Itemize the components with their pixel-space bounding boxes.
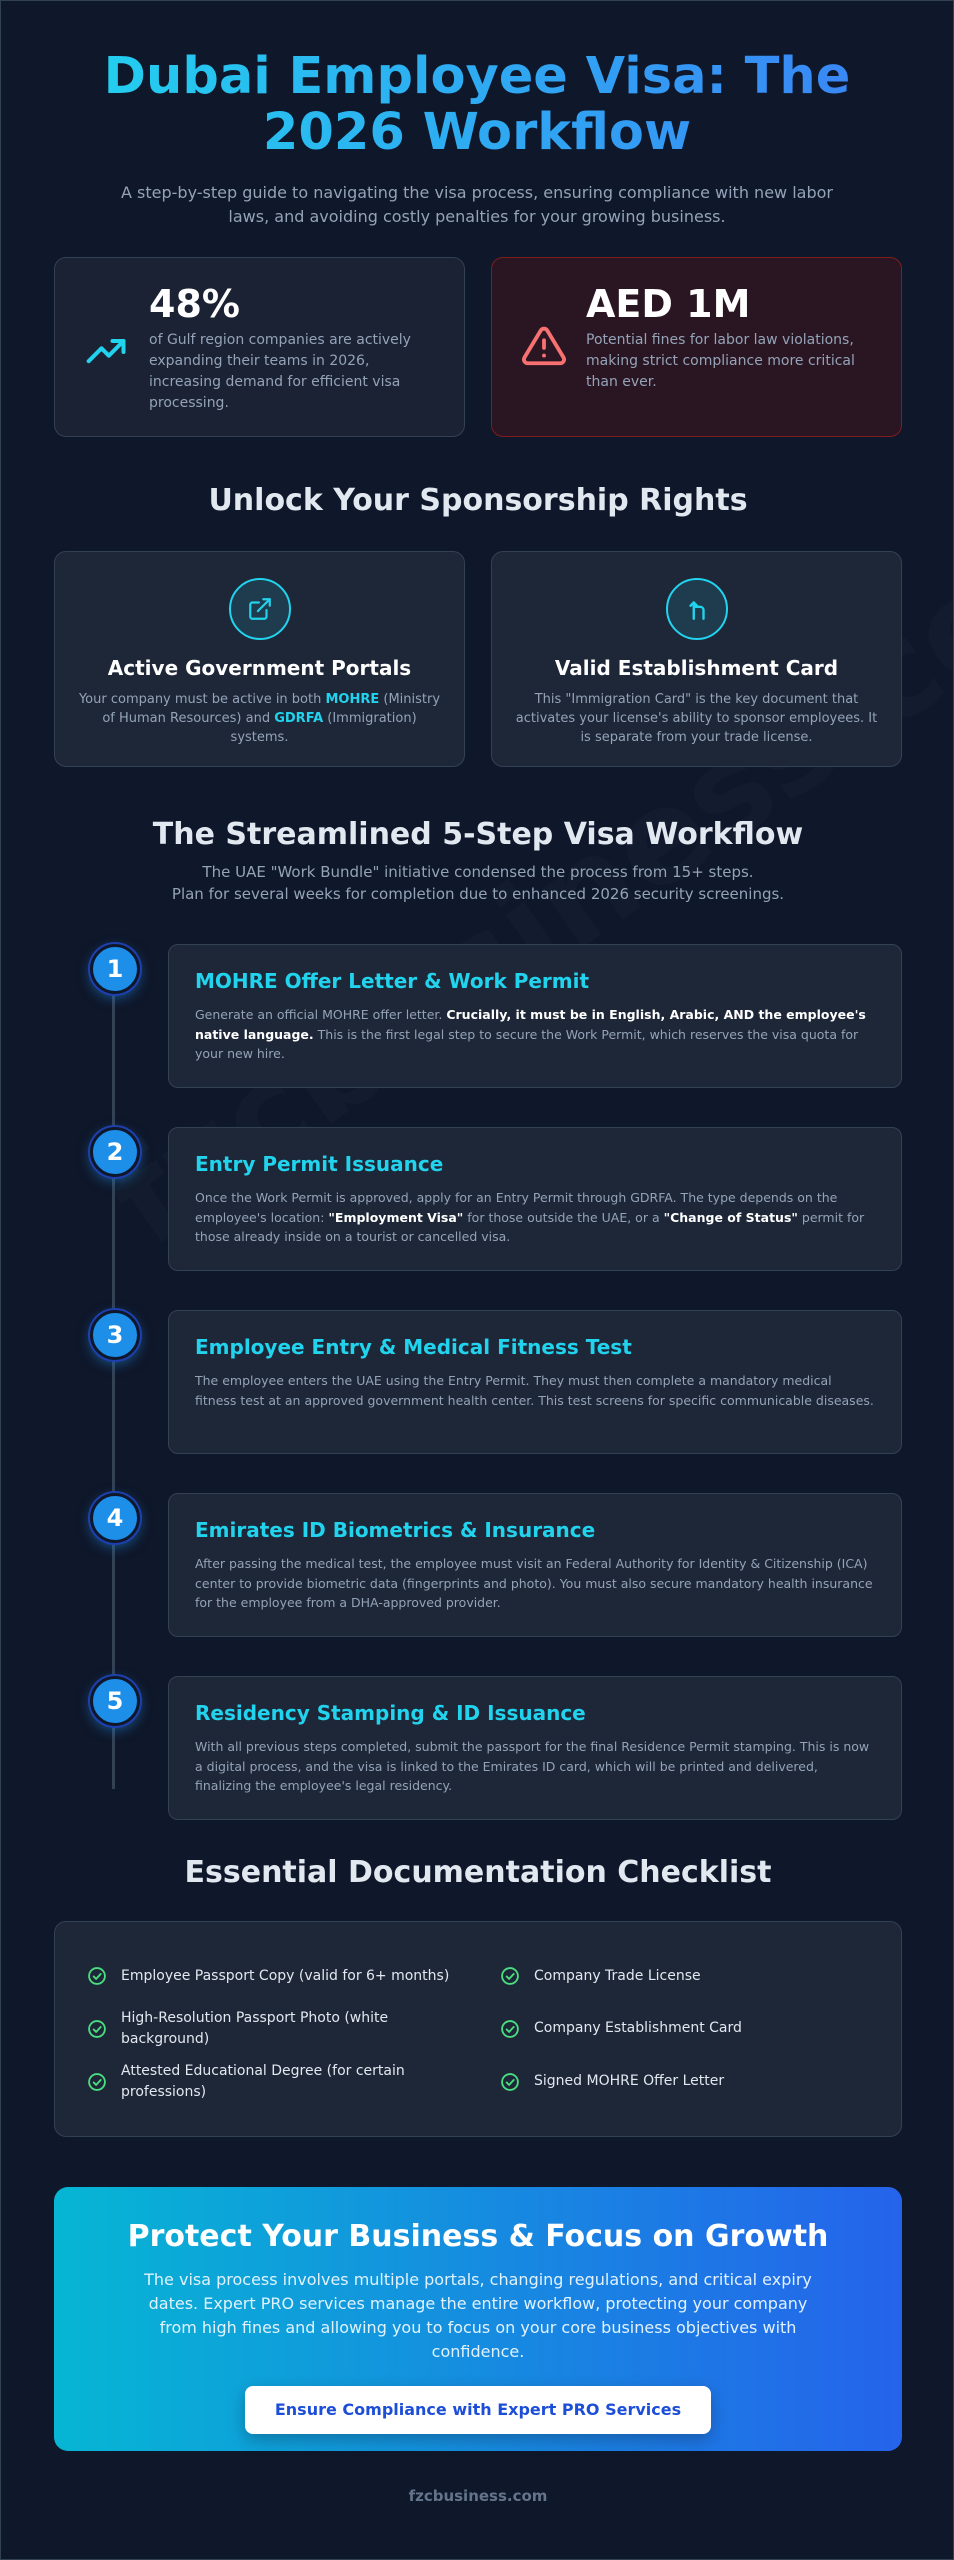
- warning-icon: [520, 322, 568, 370]
- check-circle-icon: [500, 1966, 520, 1986]
- sponsorship-title: Unlock Your Sponsorship Rights: [208, 483, 748, 518]
- check-circle-icon: [87, 2019, 107, 2039]
- card-text: Your company must be active in both MOHRE (Ministry of Human Resources) and GDRFA (Immigration) systems.: [78, 692, 441, 745]
- stat-value: 48%: [149, 282, 240, 326]
- step-number-badge: 3: [90, 1310, 140, 1360]
- stat-body: [586, 282, 873, 393]
- checklist-item-label: High-Resolution Passport Photo (white background): [121, 2009, 389, 2047]
- stat-card-fines: [491, 257, 902, 437]
- trending-up-icon: [83, 328, 131, 376]
- step-title: MOHRE Offer Letter & Work Permit: [195, 969, 590, 993]
- page-subtitle: A step-by-step guide to navigating the visa process, ensuring compliance with new labor laws, and avoiding costly penalties for your growing business.: [121, 183, 833, 227]
- step-number-badge: 2: [90, 1127, 140, 1177]
- checklist-item-label: Attested Educational Degree (for certain professions): [121, 2062, 405, 2100]
- step-card: [168, 1493, 902, 1637]
- step-number-badge: 5: [90, 1676, 140, 1726]
- checklist-item: [87, 2003, 456, 2056]
- pro-services-button[interactable]: Ensure Compliance with Expert PRO Services: [245, 2386, 711, 2434]
- step-title: Entry Permit Issuance: [195, 1152, 444, 1176]
- timeline-line: [112, 967, 115, 1789]
- step-text: Once the Work Permit is approved, apply for an Entry Permit through GDRFA. The type depends on the employee's location: "Employment Visa" for those outside the UAE, or a "Change of Status" permit for those already inside on a tourist or cancelled visa.: [195, 1190, 865, 1244]
- card-title: Active Government Portals: [107, 656, 412, 680]
- step-title: Emirates ID Biometrics & Insurance: [195, 1518, 596, 1542]
- highlight-mohre: MOHRE: [325, 692, 380, 707]
- check-circle-icon: [87, 1966, 107, 1986]
- step-text: After passing the medical test, the employee must visit an Federal Authority for Identity & Citizenship (ICA) center to provide biometric data (fingerprints and photo). You must also secure mandatory health insurance for the employee from a DHA-approved provider.: [195, 1556, 873, 1610]
- check-circle-icon: [500, 2019, 520, 2039]
- step-card: [168, 1676, 902, 1820]
- step-text: Generate an official MOHRE offer letter. Crucially, it must be in English, Arabic, AND the employee's native language. This is the first legal step to secure the Work Permit, which reserves the visa quota for your new hire.: [195, 1007, 866, 1061]
- page-title: Dubai Employee Visa: The 2026 Workflow: [47, 49, 907, 161]
- workflow-subtitle: [1, 861, 954, 905]
- checklist-item-label: Company Establishment Card: [534, 2020, 742, 2037]
- check-circle-icon: [500, 2072, 520, 2092]
- checklist-item-label: Company Trade License: [534, 1967, 701, 1984]
- step-text: The employee enters the UAE using the Entry Permit. They must then complete a mandatory medical fitness test at an approved government health center. This test screens for specific communicable diseases.: [195, 1373, 874, 1408]
- highlight-gdrfa: GDRFA: [274, 711, 324, 726]
- step-card: [168, 944, 902, 1088]
- checklist-item-label: Signed MOHRE Offer Letter: [534, 2073, 725, 2090]
- card-title: Valid Establishment Card: [554, 656, 839, 680]
- checklist-item: [87, 1950, 456, 2003]
- checklist-item-label: Employee Passport Copy (valid for 6+ months): [121, 1967, 450, 1984]
- checklist-title: Essential Documentation Checklist: [184, 1855, 772, 1890]
- cta-text: The visa process involves multiple portals, changing regulations, and critical expiry dates. Expert PRO services manage the entire workflow, protecting your company from high fines and allowing you to focus on your core business objectives with confidence.: [144, 2270, 812, 2361]
- step-card: [168, 1310, 902, 1454]
- step-title: Residency Stamping & ID Issuance: [195, 1701, 586, 1725]
- checklist-item: [500, 2003, 869, 2056]
- stat-card-growth: [54, 257, 465, 437]
- id-card-icon: [666, 578, 728, 640]
- stat-body: [149, 282, 436, 414]
- hero: [1, 1, 953, 229]
- checklist-item: [500, 1950, 869, 2003]
- card-establishment-card: [491, 551, 902, 767]
- workflow-title: The Streamlined 5-Step Visa Workflow: [152, 817, 804, 852]
- external-link-icon: [229, 578, 291, 640]
- stat-value: AED 1M: [586, 282, 751, 326]
- step-number-badge: 4: [90, 1493, 140, 1543]
- checklist-item: [500, 2055, 869, 2108]
- footer-domain[interactable]: fzcbusiness.com: [408, 2487, 548, 2505]
- check-circle-icon: [87, 2072, 107, 2092]
- stat-text: Potential fines for labor law violations, making strict compliance more critical than ever.: [586, 332, 855, 390]
- stat-text: of Gulf region companies are actively expanding their teams in 2026, increasing demand for efficient visa processing.: [149, 332, 411, 411]
- step-number-badge: 1: [90, 944, 140, 994]
- step-text: With all previous steps completed, submit the passport for the final Residence Permit stamping. This is now a digital process, and the visa is linked to the Emirates ID card, which will be printed and delivered, finalizing the employee's legal residency.: [195, 1739, 870, 1793]
- workflow-subtitle-line: Plan for several weeks for completion due to enhanced 2026 security screenings.: [171, 885, 785, 903]
- stats-row: [54, 257, 902, 437]
- sponsorship-cards: [54, 551, 902, 767]
- step-title: Employee Entry & Medical Fitness Test: [195, 1335, 632, 1359]
- cta-title: Protect Your Business & Focus on Growth: [127, 2219, 829, 2254]
- cta-banner: [54, 2187, 902, 2451]
- card-government-portals: [54, 551, 465, 767]
- documentation-checklist: [54, 1921, 902, 2137]
- workflow-subtitle-line: The UAE "Work Bundle" initiative condensed the process from 15+ steps.: [202, 863, 754, 881]
- card-text: This "Immigration Card" is the key document that activates your license's ability to sponsor employees. It is separate from your trade license.: [515, 692, 878, 745]
- checklist-item: [87, 2055, 456, 2108]
- step-card: [168, 1127, 902, 1271]
